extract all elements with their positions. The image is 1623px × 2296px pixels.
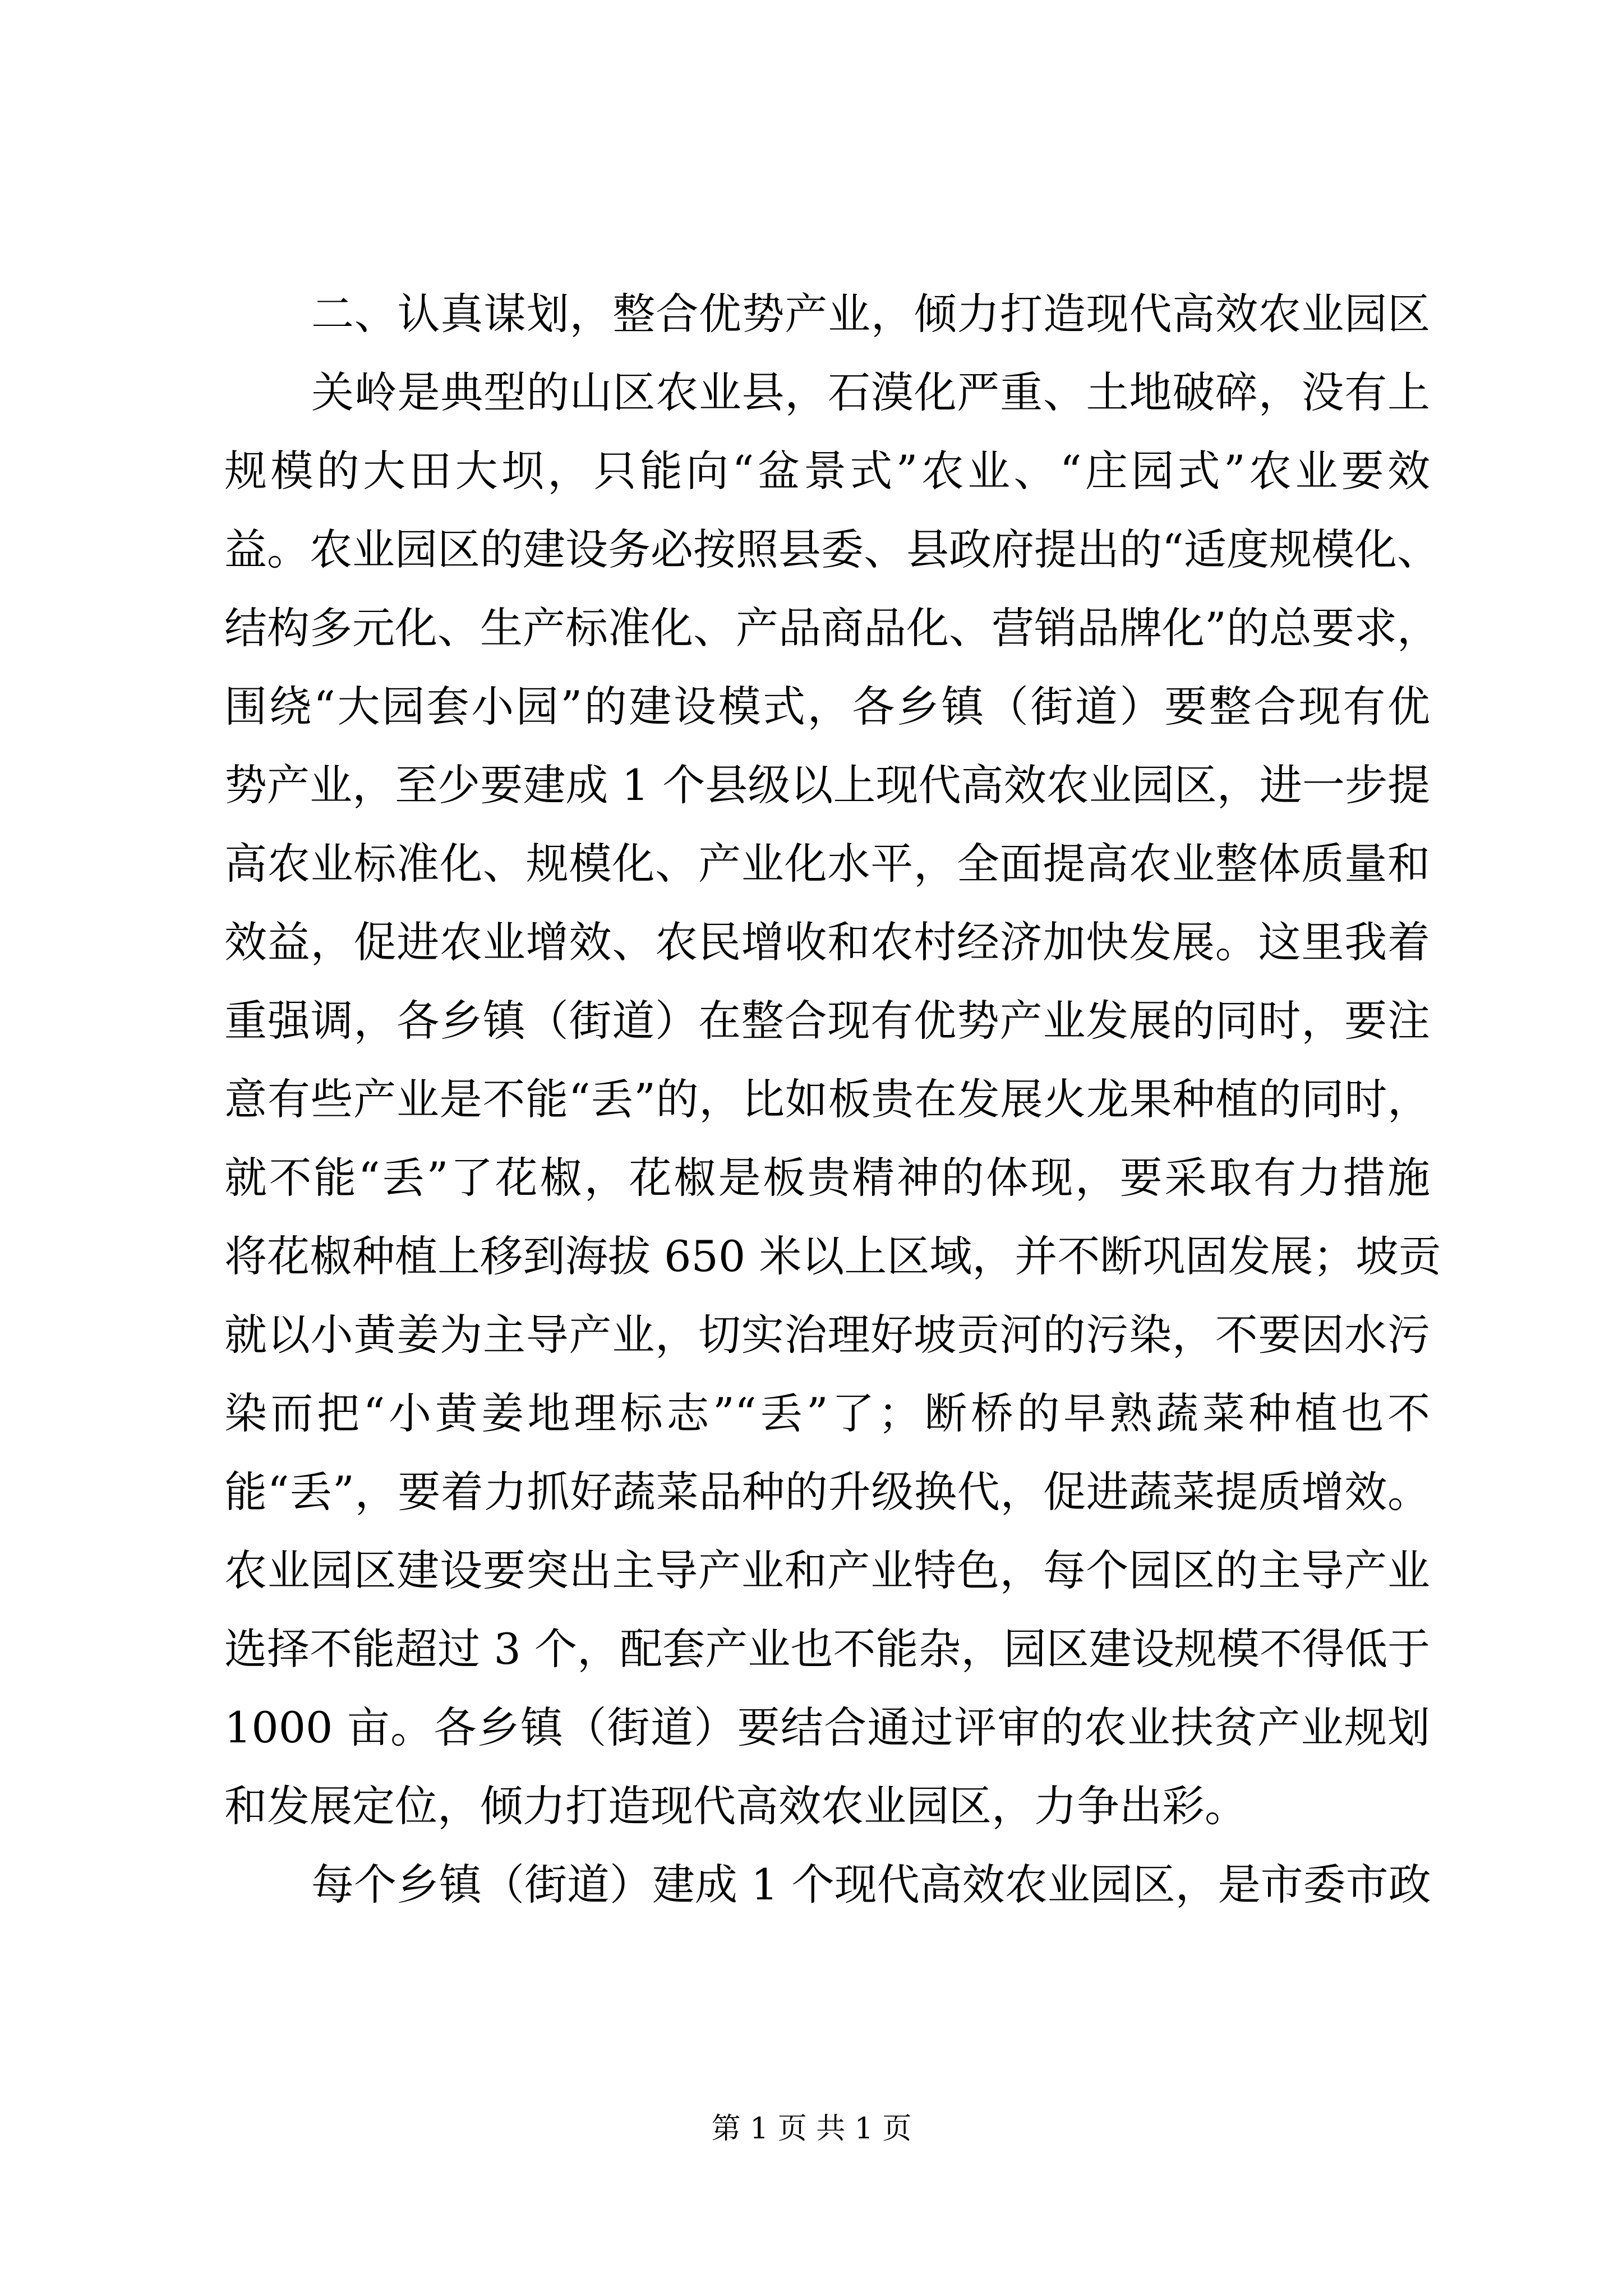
paragraph-line: 就不能“丢”了花椒，花椒是板贵精神的体现，要采取有力措施 <box>224 1153 1430 1203</box>
paragraph-line: 农业园区建设要突出主导产业和产业特色，每个园区的主导产业 <box>224 1545 1430 1595</box>
paragraph-line: 关岭是典型的山区农业县，石漠化严重、土地破碎，没有上 <box>311 367 1430 417</box>
paragraph-line: 益。农业园区的建设务必按照县委、县政府提出的“适度规模化、 <box>224 524 1440 574</box>
paragraph-line: 效益，促进农业增效、农民增收和农村经济加快发展。这里我着 <box>224 917 1430 967</box>
paragraph-line: 选择不能超过 3 个，配套产业也不能杂，园区建设规模不得低于 <box>224 1624 1430 1674</box>
document-body <box>224 275 1441 1924</box>
paragraph-line: 和发展定位，倾力打造现代高效农业园区，力争出彩。 <box>224 1781 1247 1831</box>
section-heading: 二、认真谋划，整合优势产业，倾力打造现代高效农业园区 <box>311 289 1430 339</box>
paragraph-line: 结构多元化、生产标准化、产品商品化、营销品牌化”的总要求， <box>224 603 1440 653</box>
paragraph-line: 1000 亩。各乡镇（街道）要结合通过评审的农业扶贫产业规划 <box>224 1703 1430 1752</box>
paragraph-line: 重强调，各乡镇（街道）在整合现有优势产业发展的同时，要注 <box>224 996 1430 1046</box>
paragraph-line: 每个乡镇（街道）建成 1 个现代高效农业园区，是市委市政 <box>311 1860 1431 1910</box>
paragraph-line: 围绕“大园套小园”的建设模式，各乡镇（街道）要整合现有优 <box>224 682 1430 731</box>
paragraph-line: 就以小黄姜为主导产业，切实治理好坡贡河的污染，不要因水污 <box>224 1310 1430 1360</box>
paragraph-line: 染而把“小黄姜地理标志”“丢”了；断桥的早熟蔬菜种植也不 <box>224 1388 1430 1438</box>
paragraph-line: 高农业标准化、规模化、产业化水平，全面提高农业整体质量和 <box>224 839 1430 889</box>
paragraph-line: 势产业，至少要建成 1 个县级以上现代高效农业园区，进一步提 <box>224 760 1430 810</box>
paragraph-line: 规模的大田大坝，只能向“盆景式”农业、“庄园式”农业要效 <box>224 446 1430 496</box>
paragraph-line: 意有些产业是不能“丢”的，比如板贵在发展火龙果种植的同时， <box>224 1074 1430 1124</box>
paragraph-line: 能“丢”，要着力抓好蔬菜品种的升级换代，促进蔬菜提质增效。 <box>224 1467 1430 1517</box>
paragraph-line: 将花椒种植上移到海拔 650 米以上区域，并不断巩固发展；坡贡 <box>224 1231 1441 1281</box>
page-footer: 第 1 页 共 1 页 <box>711 2112 912 2146</box>
